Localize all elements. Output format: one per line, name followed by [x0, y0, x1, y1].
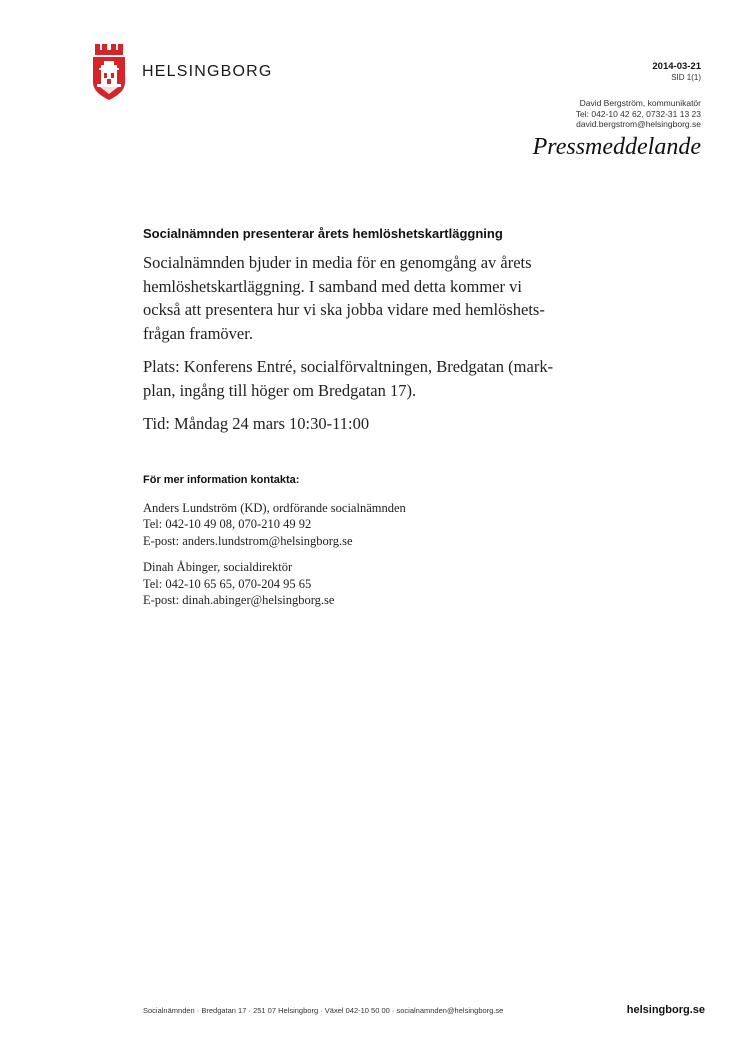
intro-line: hemlöshetskartläggning. I samband med detta kommer vi: [143, 276, 522, 296]
contact-phone: Tel: 042-10 65 65, 070-204 95 65: [143, 576, 312, 591]
contact-email[interactable]: E-post: dinah.abinger@helsingborg.se: [143, 593, 335, 607]
intro-paragraph: [143, 251, 623, 345]
location-line: plan, ingång till höger om Bredgatan 17).: [143, 380, 417, 400]
page-number: SID 1(1): [671, 72, 701, 82]
contact-email[interactable]: E-post: anders.lundstrom@helsingborg.se: [143, 533, 353, 548]
contact-name: Dinah Åbinger, socialdirektör: [143, 560, 293, 574]
sender-name: David Bergström, kommunikatör: [579, 98, 701, 108]
info-heading: För mer information kontakta:: [143, 473, 300, 486]
contact-name: Anders Lundström (KD), ordförande socialnämnden: [143, 500, 406, 515]
contact-card: [143, 500, 623, 550]
footer-address: Socialnämnden · Bredgatan 17 · 251 07 Helsingborg · Växel 042-10 50 00 · socialnamnden@helsingborg.se: [143, 1006, 504, 1015]
contact-card: [143, 559, 623, 609]
time-paragraph: Tid: Måndag 24 mars 10:30-11:00: [143, 414, 370, 433]
press-release-body: [143, 226, 623, 619]
contact-phone: Tel: 042-10 49 08, 070-210 49 92: [143, 517, 312, 531]
intro-line: Socialnämnden bjuder in media för en genomgång av årets: [143, 253, 532, 272]
intro-line: också att presentera hur vi ska jobba vidare med hemlöshets-: [143, 300, 545, 319]
document-date: 2014-03-21: [652, 61, 701, 72]
intro-line: frågan framöver.: [143, 323, 253, 343]
document-meta: [652, 62, 701, 83]
sender-contact: [576, 98, 701, 130]
helsingborg-crest-icon: [92, 44, 126, 100]
location-paragraph: [143, 355, 623, 402]
logo: [92, 44, 292, 102]
document-type: Pressmeddelande: [532, 134, 701, 160]
headline: Socialnämnden presenterar årets hemlöshetskartläggning: [143, 226, 503, 241]
logo-wordmark: HELSINGBORG: [142, 63, 273, 80]
location-line: Plats: Konferens Entré, socialförvaltningen, Bredgatan (mark-: [143, 357, 554, 376]
page-footer: [143, 1004, 705, 1018]
sender-phone: Tel: 042-10 42 62, 0732-31 13 23: [575, 108, 701, 119]
footer-website-link[interactable]: helsingborg.se: [626, 1004, 705, 1016]
sender-email[interactable]: david.bergstrom@helsingborg.se: [576, 119, 701, 129]
